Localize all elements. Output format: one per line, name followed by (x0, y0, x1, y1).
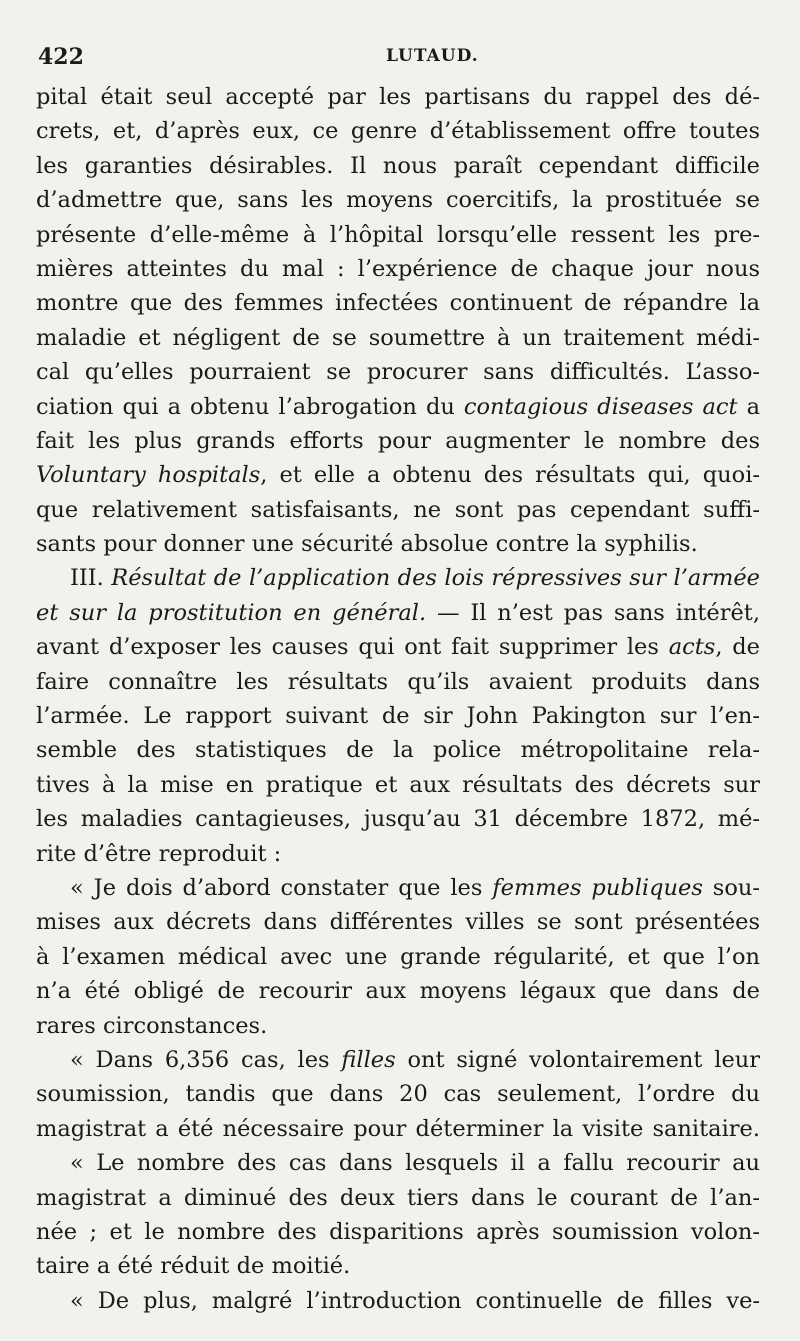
text-span: les maladies cantagieuses, jusqu’au 31 décembre 1872, mé- (36, 806, 760, 833)
text-span: « De plus, malgré l’introduction continuelle de filles ve- (70, 1287, 760, 1314)
text-span: maladie et négligent de se soumettre à un traitement médi- (36, 324, 760, 351)
text-span: pital était seul accepté par les partisans du rappel des dé- (36, 84, 760, 110)
text-span: faire connaître les résultats qu’ils avaient produits dans (36, 668, 760, 695)
text-line (36, 183, 760, 217)
text-line (36, 424, 760, 458)
italic-text: Voluntary hospitals (36, 462, 261, 489)
italic-text: et sur la prostitution en général. (36, 599, 427, 626)
text-span: que relativement satisfaisants, ne sont pas cependant suffi- (36, 496, 760, 523)
page-header (36, 44, 766, 76)
text-line (36, 974, 760, 1008)
text-span: cal qu’elles pourraient se procurer sans difficultés. L’asso- (36, 359, 760, 386)
text-span: « Le nombre des cas dans lesquels il a fallu recourir au (70, 1150, 760, 1177)
text-line (36, 493, 760, 527)
text-line (36, 630, 760, 664)
text-line (36, 458, 760, 492)
text-line (36, 527, 760, 561)
text-line (36, 802, 760, 836)
text-span: a (737, 393, 760, 420)
text-line (36, 390, 760, 424)
text-line (36, 1181, 760, 1215)
text-span: sou- (702, 874, 760, 901)
italic-text: acts (668, 634, 716, 661)
text-line (36, 1112, 760, 1146)
text-span: « Dans 6,356 cas, les (70, 1046, 342, 1073)
text-span: tives à la mise en pratique et aux résultats des décrets sur (36, 771, 760, 798)
text-span: à l’examen médical avec une grande régularité, et que l’on (36, 943, 760, 970)
text-line (36, 768, 760, 802)
text-span: crets, et, d’après eux, ce genre d’établissement offre toutes (36, 118, 760, 145)
text-line (36, 286, 760, 320)
text-line (36, 321, 760, 355)
text-span: d’admettre que, sans les moyens coercitifs, la prostituée se (36, 187, 760, 214)
text-span: ciation qui a obtenu l’abrogation du (36, 393, 464, 420)
text-span: III. (70, 565, 112, 592)
text-span: rares circonstances. (36, 1012, 268, 1039)
text-span: semble des statistiques de la police métropolitaine rela- (36, 737, 760, 764)
text-line (36, 355, 760, 389)
text-line (36, 665, 760, 699)
text-line (36, 80, 760, 114)
text-line (36, 1077, 760, 1111)
text-line (36, 905, 760, 939)
text-line (36, 837, 760, 871)
text-line (36, 1043, 760, 1077)
page-number: 422 (38, 44, 84, 70)
text-span: soumission, tandis que dans 20 cas seulement, l’ordre du (36, 1081, 760, 1108)
text-line (36, 1249, 760, 1283)
italic-text: femmes publiques (492, 874, 703, 901)
text-line (36, 596, 760, 630)
body-text (36, 80, 760, 1318)
italic-text: contagious diseases act (463, 393, 738, 420)
text-span: sants pour donner une sécurité absolue contre la syphilis. (36, 531, 698, 558)
text-span: — Il n’est pas sans intérêt, (426, 599, 760, 626)
text-span: mises aux décrets dans différentes villes se sont présentées (36, 909, 760, 936)
text-line (36, 1009, 760, 1043)
text-span: montre que des femmes infectées continuent de répandre la (36, 290, 760, 317)
text-span: née ; et le nombre des disparitions après soumission volon- (36, 1218, 760, 1245)
text-span: magistrat a diminué des deux tiers dans le courant de l’an- (36, 1184, 760, 1211)
text-line (36, 1284, 760, 1318)
italic-text: Résultat de l’application des lois répressives sur l’armée (111, 565, 760, 592)
text-span: magistrat a été nécessaire pour déterminer la visite sanitaire. (36, 1115, 760, 1142)
text-line (36, 871, 760, 905)
text-line (36, 114, 760, 148)
text-line (36, 252, 760, 286)
text-line (36, 1215, 760, 1249)
text-span: , de (715, 634, 760, 661)
text-line (36, 218, 760, 252)
running-title: LUTAUD. (386, 46, 479, 66)
text-line (36, 699, 760, 733)
text-span: , et elle a obtenu des résultats qui, quoi- (260, 462, 760, 489)
text-span: présente d’elle-même à l’hôpital lorsqu’elle ressent les pre- (36, 221, 760, 248)
text-span: taire a été réduit de moitié. (36, 1253, 351, 1280)
text-span: mières atteintes du mal : l’expérience de chaque jour nous (36, 255, 760, 282)
text-line (36, 1146, 760, 1180)
text-span: n’a été obligé de recourir aux moyens légaux que dans de (36, 978, 760, 1005)
text-span: fait les plus grands efforts pour augmenter le nombre des (36, 427, 760, 454)
text-span: « Je dois d’abord constater que les (70, 874, 493, 901)
text-line (36, 940, 760, 974)
text-line (36, 561, 760, 595)
text-line (36, 733, 760, 767)
text-span: rite d’être reproduit : (36, 840, 282, 867)
text-line (36, 149, 760, 183)
text-span: les garanties désirables. Il nous paraît cependant difficile (36, 152, 760, 179)
text-span: ont signé volontairement leur (395, 1046, 760, 1073)
text-span: avant d’exposer les causes qui ont fait supprimer les (36, 634, 669, 661)
text-span: l’armée. Le rapport suivant de sir John Pakington sur l’en- (36, 703, 760, 730)
italic-text: filles (341, 1046, 396, 1073)
